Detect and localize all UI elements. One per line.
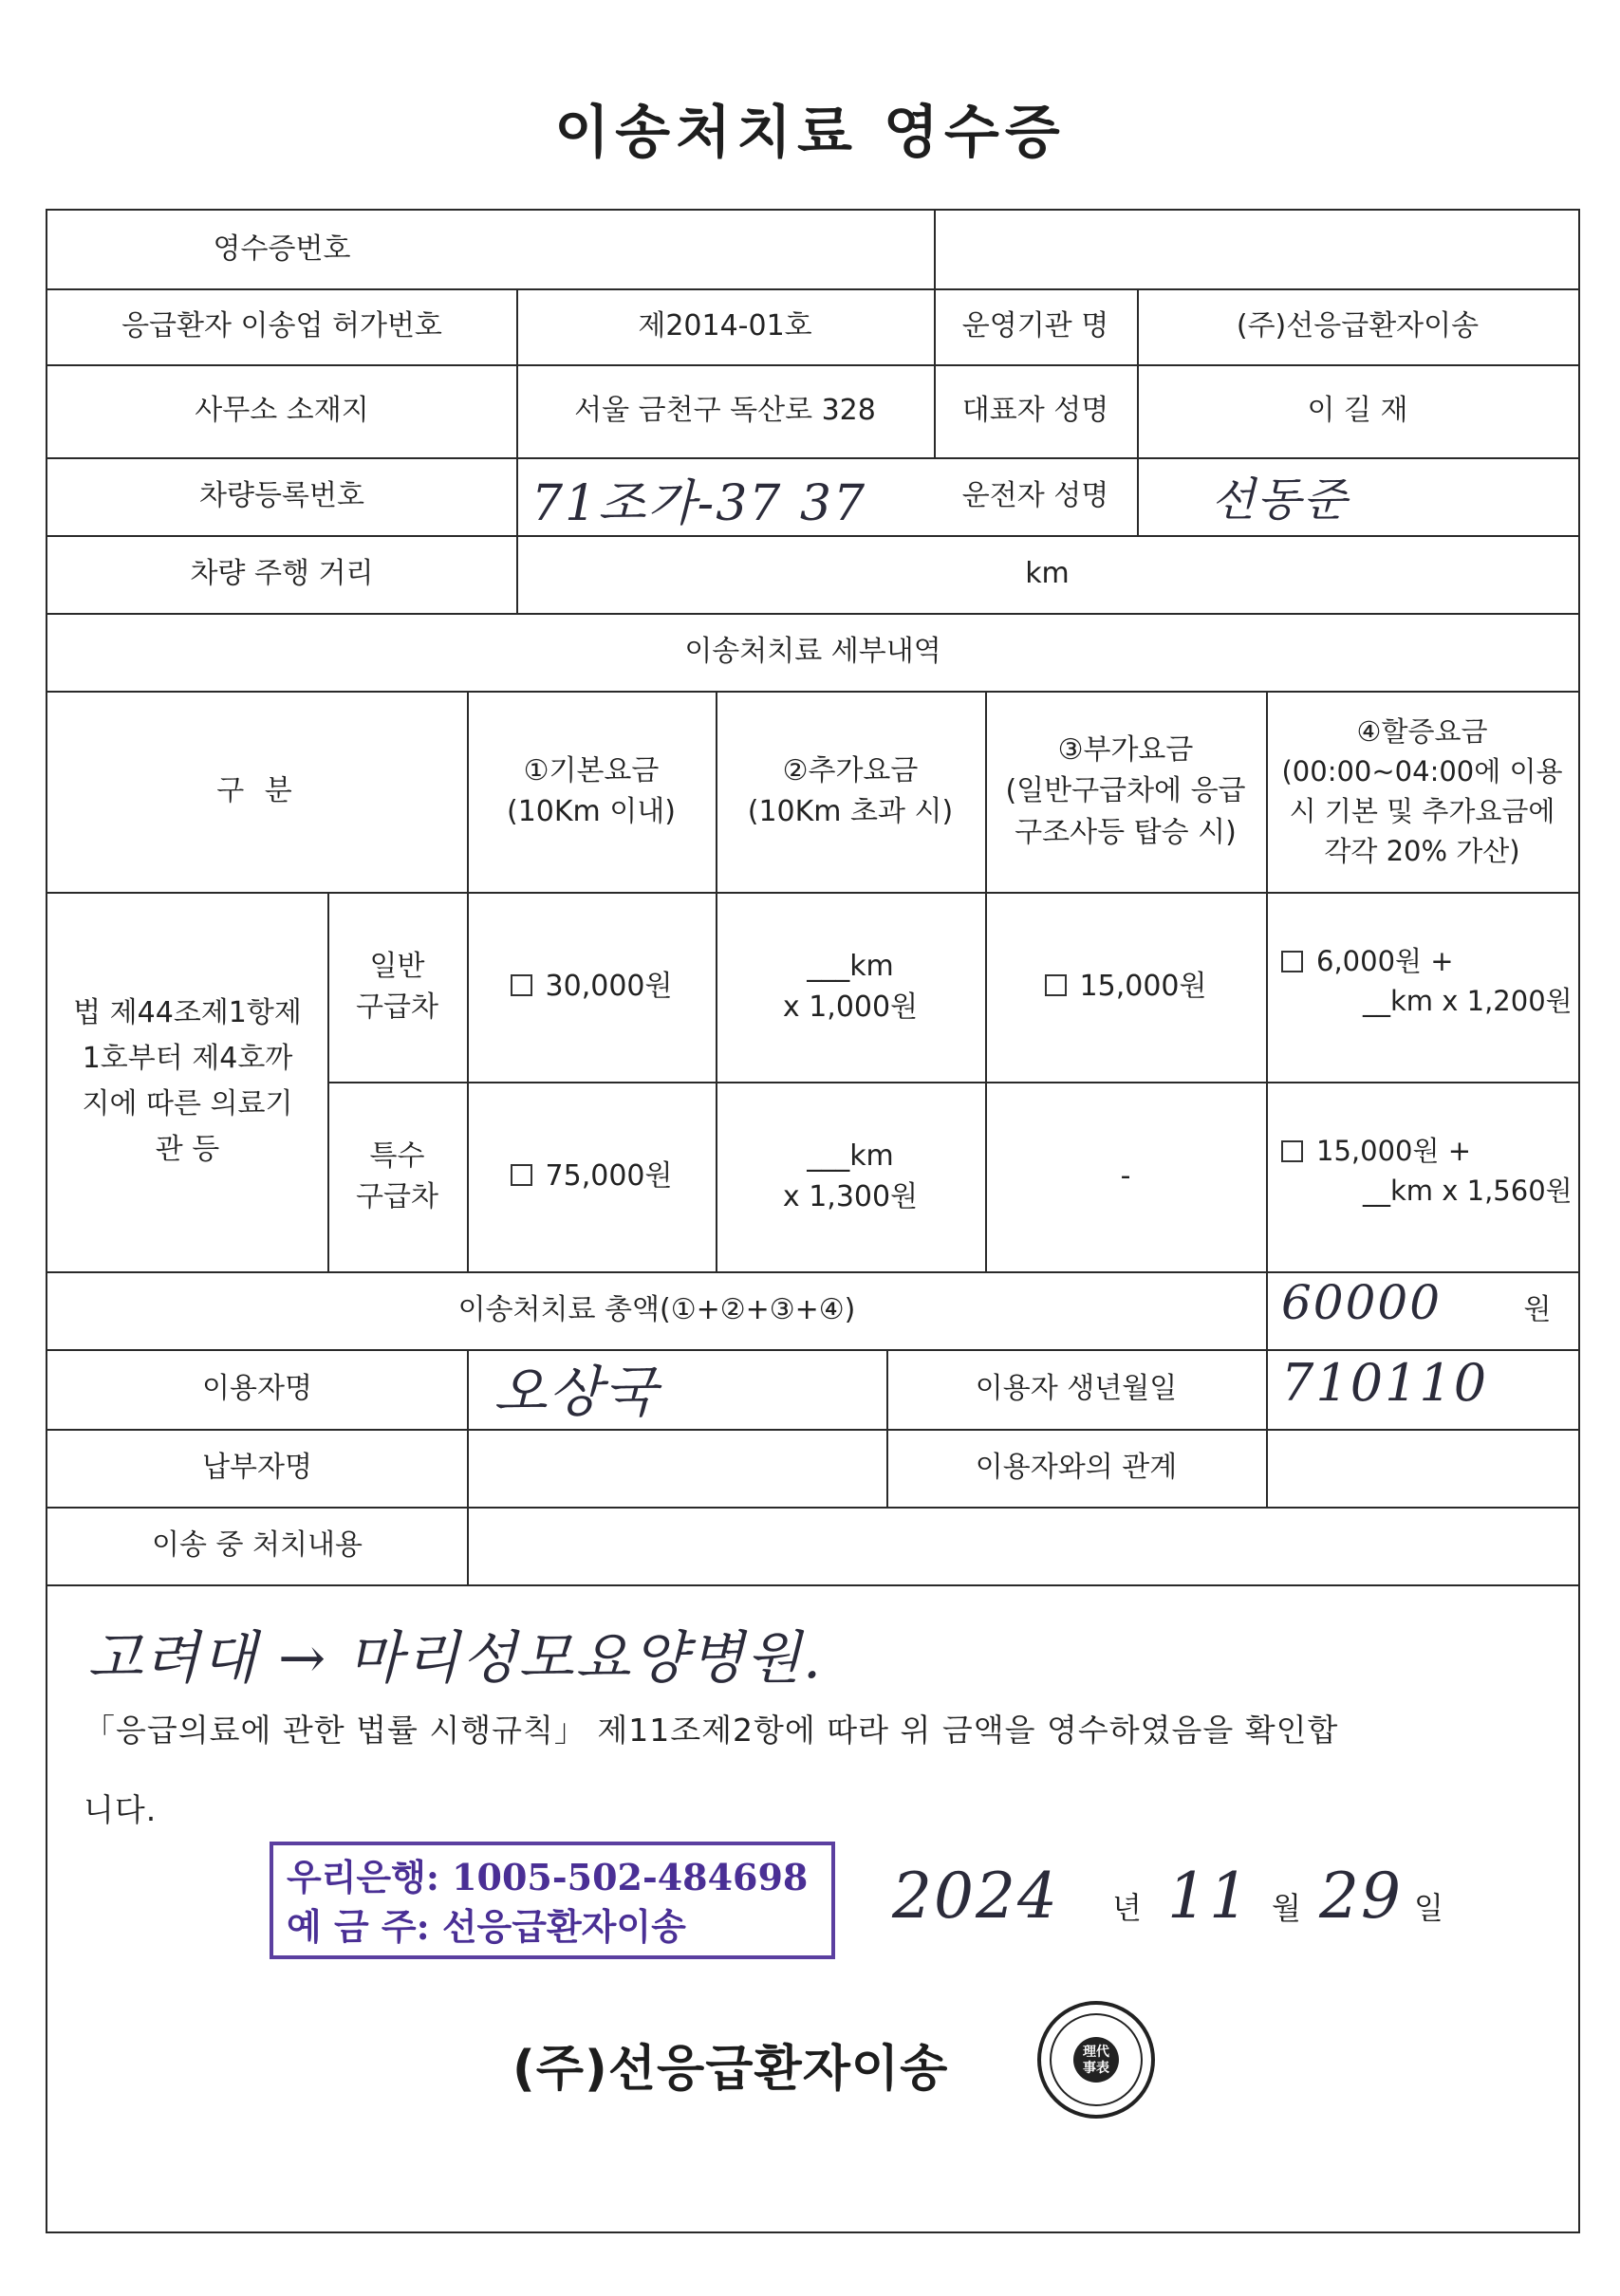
declaration-text [84, 1691, 1564, 1850]
company-seal-icon [1034, 1998, 1158, 2121]
bank-account-line: 우리은행: 1005-502-484698 [287, 1856, 809, 1898]
treatment-value [467, 1507, 1578, 1584]
date-month: 11 [1167, 1860, 1251, 1933]
representative-label: 대표자 성명 [961, 394, 1109, 428]
permit-label: 응급환자 이송업 허가번호 [121, 309, 442, 343]
general-additional-fee-text: 15,000원 [1079, 970, 1207, 1004]
date-year-unit: 년 [1112, 1890, 1142, 1926]
total-value-handwritten: 60000 [1281, 1275, 1443, 1330]
general-ambulance-label: 일반 구급차 [356, 949, 438, 1024]
base-fee-header: ①기본요금 (10Km 이내) [507, 753, 676, 828]
representative-value: 이 길 재 [1307, 394, 1408, 428]
receipt-date [892, 1860, 1575, 1945]
account-holder-line: 예 금 주: 선응급환자이송 [287, 1905, 686, 1948]
date-year: 2024 [892, 1860, 1059, 1933]
driver-label: 운전자 성명 [961, 479, 1109, 513]
declaration-line-2: 니다. [84, 1791, 158, 1828]
user-name-label: 이용자명 [202, 1372, 312, 1406]
general-night-fee-a: 6,000원 + [1316, 945, 1454, 977]
vehicle-label: 차량등록번호 [199, 479, 364, 513]
operator-label: 운영기관 명 [961, 309, 1109, 343]
driver-name-handwritten: 선동준 [1211, 473, 1350, 527]
distance-value: km [1025, 557, 1070, 591]
extra-fee-header: ②추가요금 (10Km 초과 시) [747, 753, 954, 828]
relation-value [1266, 1429, 1578, 1507]
user-birth-handwritten: 710110 [1281, 1353, 1489, 1413]
page-title: 이송처치료 영수증 [554, 100, 1066, 166]
institution-category: 법 제44조제1항제 1호부터 제4호까 지에 따른 의료기 관 등 [73, 996, 302, 1166]
detail-section-title: 이송처치료 세부내역 [684, 635, 941, 669]
special-night-fee [1266, 1082, 1578, 1271]
office-value: 서울 금천구 독산로 328 [574, 394, 876, 428]
payer-label: 납부자명 [202, 1451, 312, 1485]
special-base-fee-text: 75,000원 [545, 1159, 673, 1194]
total-label: 이송처치료 총액(①+②+③+④) [457, 1293, 856, 1327]
general-additional-fee [985, 892, 1266, 1082]
date-day: 29 [1319, 1860, 1403, 1933]
distance-label: 차량 주행 거리 [190, 557, 374, 591]
payer-value [467, 1429, 886, 1507]
general-night-fee-b: __km x 1,200원 [1363, 985, 1573, 1018]
general-base-checkbox[interactable] [511, 974, 532, 996]
user-name-handwritten: 오상국 [493, 1360, 660, 1424]
general-base-fee-text: 30,000원 [545, 970, 673, 1004]
special-extra-fee: ___km x 1,300원 [782, 1139, 919, 1213]
special-night-checkbox[interactable] [1281, 1140, 1303, 1162]
date-day-unit: 일 [1414, 1890, 1443, 1926]
special-night-fee-b: __km x 1,560원 [1363, 1175, 1573, 1208]
seal-text-top: 理代 [1083, 2045, 1109, 2060]
category-label: 구 분 [216, 774, 298, 808]
user-birth-label: 이용자 생년월일 [975, 1372, 1178, 1406]
additional-fee-header: ③부가요금 (일반구급차에 응급 구조사등 탑승 시) [1005, 732, 1246, 849]
date-month-unit: 월 [1272, 1890, 1301, 1926]
general-night-fee [1266, 892, 1578, 1082]
special-night-fee-a: 15,000원 + [1316, 1135, 1472, 1167]
handwritten-note: 고려대 → 마리성모요양병원. [87, 1625, 824, 1692]
special-ambulance-label: 특수 구급차 [356, 1139, 438, 1213]
vehicle-number-handwritten: 71조가-37 37 [531, 475, 867, 532]
bank-account-stamp [270, 1842, 835, 1959]
company-name: (주)선응급환자이송 [512, 2041, 949, 2098]
special-base-fee [467, 1082, 716, 1271]
office-label: 사무소 소재지 [195, 394, 369, 428]
general-base-fee [467, 892, 716, 1082]
total-unit: 원 [1523, 1293, 1552, 1327]
seal-text-bottom: 事表 [1083, 2061, 1109, 2076]
operator-value: (주)선응급환자이송 [1236, 309, 1480, 343]
general-additional-checkbox[interactable] [1045, 974, 1067, 996]
general-extra-fee: ___km x 1,000원 [782, 949, 919, 1024]
receipt-number-value [934, 211, 1578, 288]
treatment-label: 이송 중 처치내용 [152, 1528, 363, 1563]
permit-value: 제2014-01호 [638, 309, 812, 343]
special-base-checkbox[interactable] [511, 1164, 532, 1186]
special-additional-fee: - [1120, 1159, 1131, 1194]
declaration-line-1: 「응급의료에 관한 법률 시행규칙」 제11조제2항에 따라 위 금액을 영수하였음을 확인합 [84, 1712, 1339, 1749]
receipt-number-label: 영수증번호 [213, 232, 351, 267]
night-surcharge-header: ④할증요금 (00:00~04:00에 이용 시 기본 및 추가요금에 각각 20% 가산) [1281, 714, 1563, 868]
relation-label: 이용자와의 관계 [975, 1451, 1178, 1485]
general-night-checkbox[interactable] [1281, 951, 1303, 972]
